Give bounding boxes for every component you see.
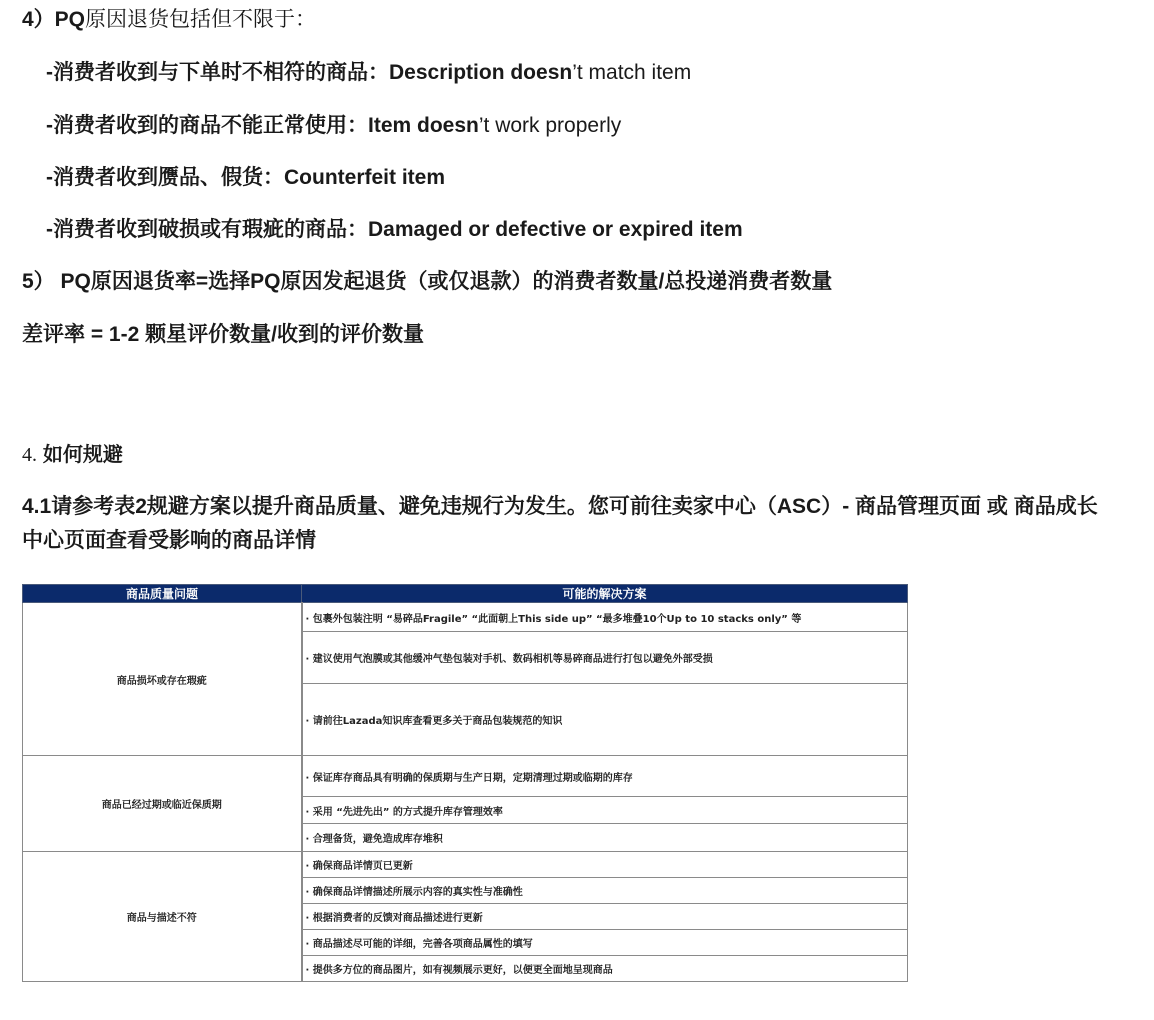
solution-cell: · 合理备货，避免造成库存堆积	[302, 824, 908, 852]
table-row	[23, 603, 908, 632]
reason-en-bold: Counterfeit item	[284, 166, 446, 189]
solution-cell: · 保证库存商品具有明确的保质期与生产日期，定期清理过期或临期的库存	[302, 756, 908, 797]
quality-solutions-table	[22, 584, 908, 982]
reason-en-bold: Item doesn	[368, 114, 479, 137]
header-solution: 可能的解决方案	[302, 585, 908, 603]
reason-item	[46, 59, 691, 87]
reason-en-bold: Damaged or defective or expired item	[368, 218, 743, 241]
reason-item	[46, 164, 445, 192]
table-header-row	[23, 585, 908, 603]
solution-cell: · 建议使用气泡膜或其他缓冲气垫包装对手机、数码相机等易碎商品进行打包以避免外部受损	[302, 632, 908, 684]
issue-cell: 商品与描述不符	[23, 852, 302, 982]
reason-cn: -消费者收到破损或有瑕疵的商品：	[46, 218, 368, 241]
reason-cn: -消费者收到赝品、假货：	[46, 166, 284, 189]
table-row	[23, 756, 908, 797]
paragraph-4-1: 4.1请参考表2规避方案以提升商品质量、避免违规行为发生。您可前往卖家中心（ASC）- 商品管理页面 或 商品成长中心页面查看受影响的商品详情	[22, 495, 1098, 552]
solution-cell: · 请前往Lazada知识库查看更多关于商品包装规范的知识	[302, 684, 908, 756]
solution-cell: · 确保商品详情描述所展示内容的真实性与准确性	[302, 878, 908, 904]
reason-item	[46, 112, 621, 140]
solution-cell: · 包裹外包装注明 “易碎品Fragile” “此面朝上This side up” “最多堆叠10个Up to 10 stacks only” 等	[302, 603, 908, 632]
solution-cell: · 确保商品详情页已更新	[302, 852, 908, 878]
section-title: 如何规避	[42, 444, 123, 466]
solution-cell: · 根据消费者的反馈对商品描述进行更新	[302, 904, 908, 930]
issue-cell: 商品损坏或存在瑕疵	[23, 603, 302, 756]
solution-cell: · 采用 “先进先出” 的方式提升库存管理效率	[302, 797, 908, 824]
list-item-5: 5） PQ原因退货率=选择PQ原因发起退货（或仅退款）的消费者数量/总投递消费者数量	[22, 270, 833, 293]
reason-cn: -消费者收到与下单时不相符的商品：	[46, 61, 389, 84]
solution-cell: · 提供多方位的商品图片，如有视频展示更好，以便更全面地呈现商品	[302, 956, 908, 982]
solution-cell: · 商品描述尽可能的详细，完善各项商品属性的填写	[302, 930, 908, 956]
section-heading	[22, 441, 123, 469]
header-issue: 商品质量问题	[23, 585, 302, 603]
issue-cell: 商品已经过期或临近保质期	[23, 756, 302, 852]
table-row	[23, 852, 908, 878]
section-number: 4.	[22, 444, 37, 466]
list-item-4	[22, 6, 316, 34]
reason-en-bold: Description doesn	[389, 61, 573, 84]
reason-en-rest: ’t match item	[572, 61, 692, 84]
bad-rating-rate: 差评率 = 1-2 颗星评价数量/收到的评价数量	[22, 323, 424, 346]
list-item-4-number: 4）PQ	[22, 8, 86, 31]
list-item-4-text: 原因退货包括但不限于：	[85, 8, 317, 31]
reason-item	[46, 216, 743, 244]
reason-cn: -消费者收到的商品不能正常使用：	[46, 114, 368, 137]
reason-en-rest: ’t work properly	[478, 114, 622, 137]
